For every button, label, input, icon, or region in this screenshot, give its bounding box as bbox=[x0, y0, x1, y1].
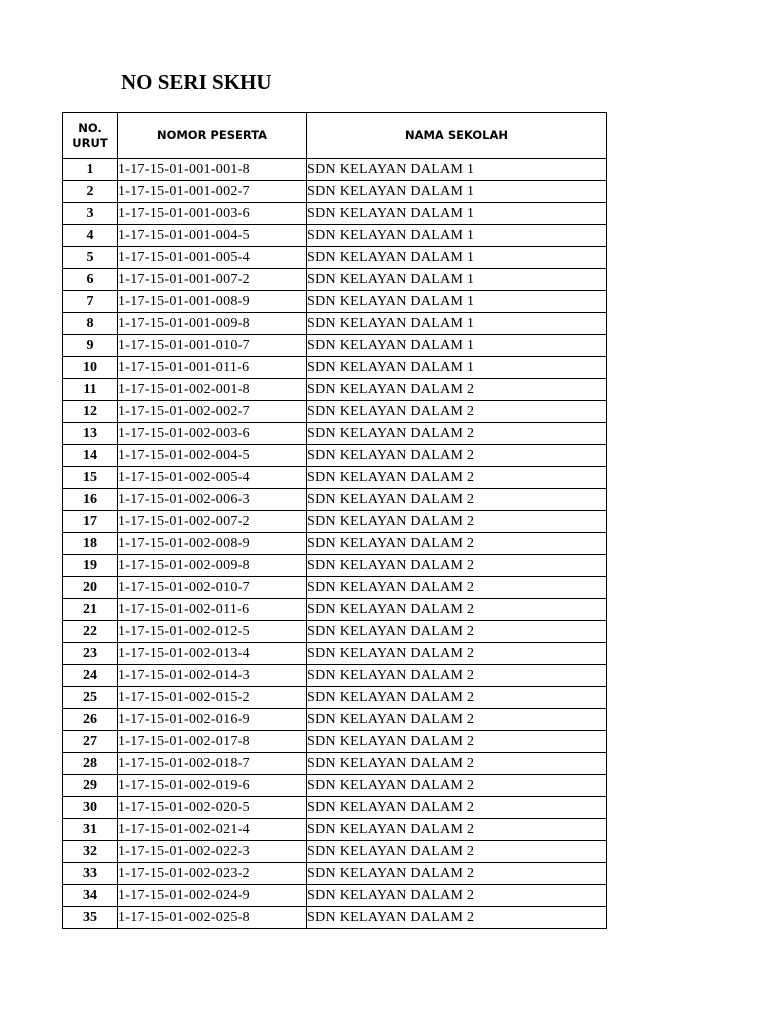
nama-sekolah-cell: SDN KELAYAN DALAM 2 bbox=[307, 907, 607, 929]
no-urut-cell: 24 bbox=[63, 665, 118, 687]
no-urut-cell: 31 bbox=[63, 819, 118, 841]
nomor-peserta-cell: 1-17-15-01-001-004-5 bbox=[118, 225, 307, 247]
nama-sekolah-cell: SDN KELAYAN DALAM 1 bbox=[307, 181, 607, 203]
table-row bbox=[63, 863, 607, 885]
table-row bbox=[63, 709, 607, 731]
nomor-peserta-cell: 1-17-15-01-002-006-3 bbox=[118, 489, 307, 511]
table-row bbox=[63, 841, 607, 863]
table-row bbox=[63, 555, 607, 577]
no-urut-cell: 11 bbox=[63, 379, 118, 401]
nama-sekolah-cell: SDN KELAYAN DALAM 2 bbox=[307, 665, 607, 687]
header-nama-sekolah: NAMA SEKOLAH bbox=[307, 113, 607, 159]
nama-sekolah-cell: SDN KELAYAN DALAM 2 bbox=[307, 753, 607, 775]
nomor-peserta-cell: 1-17-15-01-002-018-7 bbox=[118, 753, 307, 775]
nomor-peserta-cell: 1-17-15-01-002-020-5 bbox=[118, 797, 307, 819]
nama-sekolah-cell: SDN KELAYAN DALAM 2 bbox=[307, 533, 607, 555]
no-urut-cell: 20 bbox=[63, 577, 118, 599]
no-urut-cell: 25 bbox=[63, 687, 118, 709]
nama-sekolah-cell: SDN KELAYAN DALAM 1 bbox=[307, 335, 607, 357]
nomor-peserta-cell: 1-17-15-01-001-011-6 bbox=[118, 357, 307, 379]
table-row bbox=[63, 907, 607, 929]
nama-sekolah-cell: SDN KELAYAN DALAM 2 bbox=[307, 467, 607, 489]
table-row bbox=[63, 401, 607, 423]
table-row bbox=[63, 225, 607, 247]
table-row bbox=[63, 643, 607, 665]
no-urut-cell: 12 bbox=[63, 401, 118, 423]
nama-sekolah-cell: SDN KELAYAN DALAM 2 bbox=[307, 643, 607, 665]
page-title: NO SERI SKHU bbox=[121, 70, 272, 94]
no-urut-cell: 18 bbox=[63, 533, 118, 555]
nomor-peserta-cell: 1-17-15-01-002-017-8 bbox=[118, 731, 307, 753]
nomor-peserta-cell: 1-17-15-01-002-015-2 bbox=[118, 687, 307, 709]
nomor-peserta-cell: 1-17-15-01-001-005-4 bbox=[118, 247, 307, 269]
nama-sekolah-cell: SDN KELAYAN DALAM 2 bbox=[307, 379, 607, 401]
nama-sekolah-cell: SDN KELAYAN DALAM 2 bbox=[307, 841, 607, 863]
no-urut-cell: 22 bbox=[63, 621, 118, 643]
table-row bbox=[63, 687, 607, 709]
nama-sekolah-cell: SDN KELAYAN DALAM 2 bbox=[307, 621, 607, 643]
table-row bbox=[63, 159, 607, 181]
table-row bbox=[63, 885, 607, 907]
table-row bbox=[63, 291, 607, 313]
nama-sekolah-cell: SDN KELAYAN DALAM 2 bbox=[307, 511, 607, 533]
nomor-peserta-cell: 1-17-15-01-002-003-6 bbox=[118, 423, 307, 445]
nomor-peserta-cell: 1-17-15-01-002-023-2 bbox=[118, 863, 307, 885]
nama-sekolah-cell: SDN KELAYAN DALAM 1 bbox=[307, 269, 607, 291]
nomor-peserta-cell: 1-17-15-01-002-013-4 bbox=[118, 643, 307, 665]
table-row bbox=[63, 621, 607, 643]
no-urut-cell: 23 bbox=[63, 643, 118, 665]
no-urut-cell: 19 bbox=[63, 555, 118, 577]
nama-sekolah-cell: SDN KELAYAN DALAM 1 bbox=[307, 225, 607, 247]
table-row bbox=[63, 775, 607, 797]
nomor-peserta-cell: 1-17-15-01-002-008-9 bbox=[118, 533, 307, 555]
no-urut-cell: 16 bbox=[63, 489, 118, 511]
header-nomor-peserta: NOMOR PESERTA bbox=[118, 113, 307, 159]
nomor-peserta-cell: 1-17-15-01-002-025-8 bbox=[118, 907, 307, 929]
nama-sekolah-cell: SDN KELAYAN DALAM 1 bbox=[307, 159, 607, 181]
nama-sekolah-cell: SDN KELAYAN DALAM 2 bbox=[307, 819, 607, 841]
nama-sekolah-cell: SDN KELAYAN DALAM 2 bbox=[307, 863, 607, 885]
table-row bbox=[63, 797, 607, 819]
nomor-peserta-cell: 1-17-15-01-001-003-6 bbox=[118, 203, 307, 225]
table-row bbox=[63, 467, 607, 489]
table-row bbox=[63, 247, 607, 269]
no-urut-cell: 1 bbox=[63, 159, 118, 181]
nomor-peserta-cell: 1-17-15-01-002-021-4 bbox=[118, 819, 307, 841]
table-row bbox=[63, 533, 607, 555]
nama-sekolah-cell: SDN KELAYAN DALAM 1 bbox=[307, 291, 607, 313]
no-urut-cell: 5 bbox=[63, 247, 118, 269]
header-no-urut bbox=[63, 113, 118, 159]
table-row bbox=[63, 379, 607, 401]
nama-sekolah-cell: SDN KELAYAN DALAM 2 bbox=[307, 775, 607, 797]
no-urut-cell: 29 bbox=[63, 775, 118, 797]
table-row bbox=[63, 731, 607, 753]
nomor-peserta-cell: 1-17-15-01-002-007-2 bbox=[118, 511, 307, 533]
nomor-peserta-cell: 1-17-15-01-001-008-9 bbox=[118, 291, 307, 313]
no-urut-cell: 26 bbox=[63, 709, 118, 731]
no-urut-cell: 4 bbox=[63, 225, 118, 247]
nama-sekolah-cell: SDN KELAYAN DALAM 2 bbox=[307, 731, 607, 753]
nama-sekolah-cell: SDN KELAYAN DALAM 2 bbox=[307, 797, 607, 819]
nama-sekolah-cell: SDN KELAYAN DALAM 2 bbox=[307, 709, 607, 731]
no-urut-cell: 10 bbox=[63, 357, 118, 379]
nomor-peserta-cell: 1-17-15-01-002-010-7 bbox=[118, 577, 307, 599]
no-urut-cell: 13 bbox=[63, 423, 118, 445]
no-urut-cell: 15 bbox=[63, 467, 118, 489]
no-urut-cell: 21 bbox=[63, 599, 118, 621]
no-urut-cell: 30 bbox=[63, 797, 118, 819]
no-urut-cell: 33 bbox=[63, 863, 118, 885]
table-row bbox=[63, 313, 607, 335]
nama-sekolah-cell: SDN KELAYAN DALAM 1 bbox=[307, 203, 607, 225]
header-no-urut-label: NO. URUT bbox=[72, 120, 108, 150]
nomor-peserta-cell: 1-17-15-01-002-005-4 bbox=[118, 467, 307, 489]
no-urut-cell: 3 bbox=[63, 203, 118, 225]
table-row bbox=[63, 269, 607, 291]
no-urut-cell: 34 bbox=[63, 885, 118, 907]
nomor-peserta-cell: 1-17-15-01-002-001-8 bbox=[118, 379, 307, 401]
nama-sekolah-cell: SDN KELAYAN DALAM 2 bbox=[307, 401, 607, 423]
nomor-peserta-cell: 1-17-15-01-002-024-9 bbox=[118, 885, 307, 907]
nama-sekolah-cell: SDN KELAYAN DALAM 2 bbox=[307, 577, 607, 599]
nama-sekolah-cell: SDN KELAYAN DALAM 1 bbox=[307, 357, 607, 379]
table-row bbox=[63, 357, 607, 379]
nama-sekolah-cell: SDN KELAYAN DALAM 2 bbox=[307, 445, 607, 467]
table-row bbox=[63, 599, 607, 621]
no-urut-cell: 9 bbox=[63, 335, 118, 357]
no-urut-cell: 8 bbox=[63, 313, 118, 335]
nomor-peserta-cell: 1-17-15-01-002-011-6 bbox=[118, 599, 307, 621]
nomor-peserta-cell: 1-17-15-01-002-012-5 bbox=[118, 621, 307, 643]
no-urut-cell: 6 bbox=[63, 269, 118, 291]
table-row bbox=[63, 577, 607, 599]
table-row bbox=[63, 819, 607, 841]
table-row bbox=[63, 181, 607, 203]
nama-sekolah-cell: SDN KELAYAN DALAM 2 bbox=[307, 489, 607, 511]
nama-sekolah-cell: SDN KELAYAN DALAM 1 bbox=[307, 247, 607, 269]
table-body bbox=[63, 159, 607, 929]
nama-sekolah-cell: SDN KELAYAN DALAM 2 bbox=[307, 555, 607, 577]
no-urut-cell: 28 bbox=[63, 753, 118, 775]
nomor-peserta-cell: 1-17-15-01-002-009-8 bbox=[118, 555, 307, 577]
nomor-peserta-cell: 1-17-15-01-002-019-6 bbox=[118, 775, 307, 797]
nomor-peserta-cell: 1-17-15-01-002-014-3 bbox=[118, 665, 307, 687]
no-urut-cell: 35 bbox=[63, 907, 118, 929]
no-urut-cell: 2 bbox=[63, 181, 118, 203]
table-row bbox=[63, 335, 607, 357]
nomor-peserta-cell: 1-17-15-01-001-001-8 bbox=[118, 159, 307, 181]
table-row bbox=[63, 445, 607, 467]
table-row bbox=[63, 489, 607, 511]
nama-sekolah-cell: SDN KELAYAN DALAM 2 bbox=[307, 423, 607, 445]
nama-sekolah-cell: SDN KELAYAN DALAM 2 bbox=[307, 599, 607, 621]
table-header-row bbox=[63, 113, 607, 159]
nomor-peserta-cell: 1-17-15-01-002-022-3 bbox=[118, 841, 307, 863]
no-urut-cell: 7 bbox=[63, 291, 118, 313]
nama-sekolah-cell: SDN KELAYAN DALAM 1 bbox=[307, 313, 607, 335]
table-row bbox=[63, 423, 607, 445]
no-urut-cell: 27 bbox=[63, 731, 118, 753]
nomor-peserta-cell: 1-17-15-01-002-002-7 bbox=[118, 401, 307, 423]
no-urut-cell: 17 bbox=[63, 511, 118, 533]
nama-sekolah-cell: SDN KELAYAN DALAM 2 bbox=[307, 885, 607, 907]
table-row bbox=[63, 511, 607, 533]
nomor-peserta-cell: 1-17-15-01-002-004-5 bbox=[118, 445, 307, 467]
no-urut-cell: 14 bbox=[63, 445, 118, 467]
no-urut-cell: 32 bbox=[63, 841, 118, 863]
skhu-table bbox=[62, 112, 607, 929]
nomor-peserta-cell: 1-17-15-01-002-016-9 bbox=[118, 709, 307, 731]
table-row bbox=[63, 203, 607, 225]
nama-sekolah-cell: SDN KELAYAN DALAM 2 bbox=[307, 687, 607, 709]
nomor-peserta-cell: 1-17-15-01-001-002-7 bbox=[118, 181, 307, 203]
table-row bbox=[63, 665, 607, 687]
nomor-peserta-cell: 1-17-15-01-001-007-2 bbox=[118, 269, 307, 291]
nomor-peserta-cell: 1-17-15-01-001-010-7 bbox=[118, 335, 307, 357]
table-row bbox=[63, 753, 607, 775]
nomor-peserta-cell: 1-17-15-01-001-009-8 bbox=[118, 313, 307, 335]
